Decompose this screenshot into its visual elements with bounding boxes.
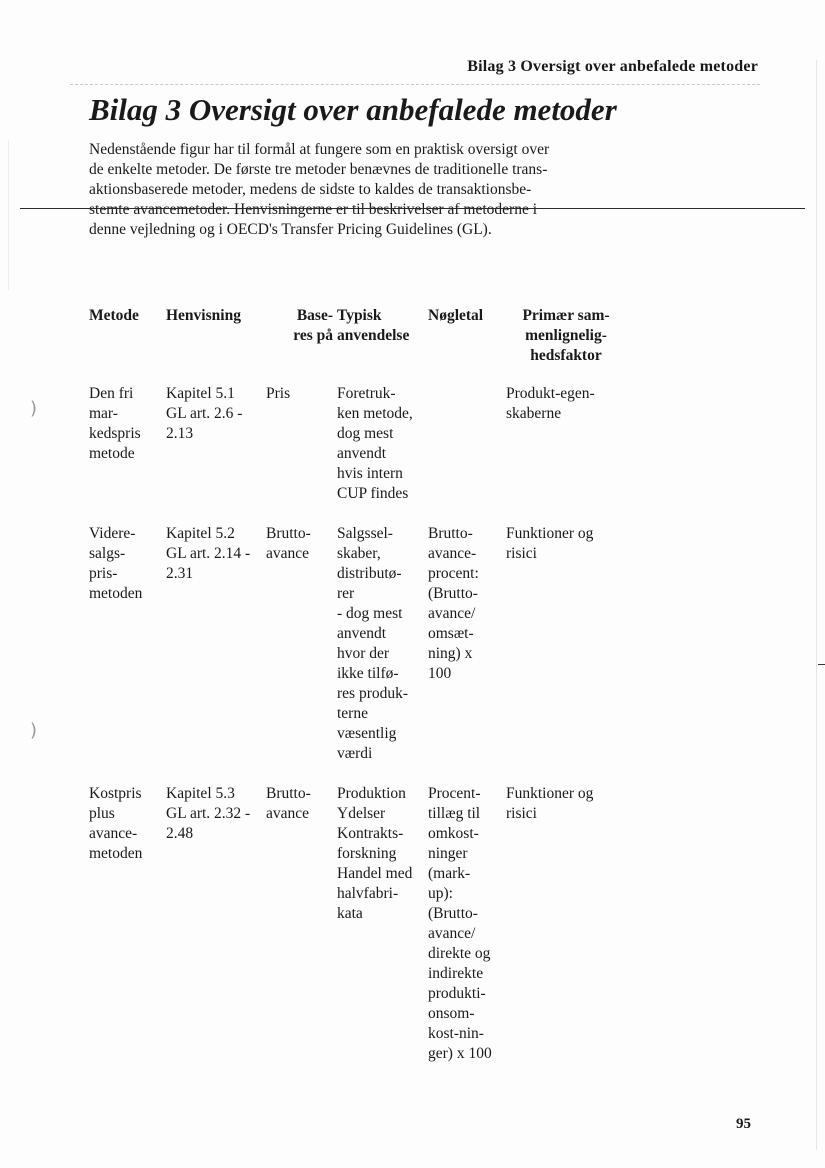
header-noegletal: Nøgletal: [428, 307, 484, 324]
cell-anvendelse: Produktion Ydelser Kontrakts- forskning Handel med halvfabri- kata: [337, 785, 413, 922]
header-metode: Metode: [89, 307, 139, 324]
table-row: [89, 384, 629, 504]
header-baseres: Base- res på: [293, 307, 333, 344]
intro-line: stemte avancemetoder. Henvisningerne er til beskrivelser af metoderne i: [89, 201, 538, 218]
cell-noegletal: Procent- tillæg til omkost- ninger (mark- up): (Brutto- avance/ direkte og indirekte produkti- onsom- kost-nin- ger) x 100: [428, 785, 492, 1062]
punch-hole-mark: ): [30, 398, 38, 419]
cell-henvisning: Kapitel 5.3 GL art. 2.32 - 2.48: [166, 785, 251, 842]
cell-faktor: Produkt-egen- skaberne: [506, 385, 595, 422]
cell-baseres: Brutto- avance: [266, 785, 311, 822]
cell-baseres: Brutto- avance: [266, 525, 311, 562]
cell-metode: Videre- salgs- pris- metoden: [89, 525, 143, 602]
header-anvendelse: Typisk anvendelse: [337, 307, 410, 344]
cell-metode: Den fri mar- kedspris metode: [89, 385, 141, 462]
intro-line: aktionsbaserede metoder, medens de sidste to kaldes de transaktionsbe-: [89, 181, 532, 198]
cell-faktor: Funktioner og risici: [506, 785, 594, 822]
cell-metode: Kostpris plus avance- metoden: [89, 785, 143, 862]
cell-baseres: Pris: [266, 385, 291, 402]
table-row: [89, 524, 629, 764]
cell-henvisning: Kapitel 5.1 GL art. 2.6 - 2.13: [166, 385, 243, 442]
punch-hole-mark: ): [30, 720, 38, 741]
table-header-row: [89, 306, 629, 366]
running-header: Bilag 3 Oversigt over anbefalede metoder: [467, 58, 758, 75]
page-number: 95: [736, 1116, 751, 1132]
intro-line: denne vejledning og i OECD's Transfer Pricing Guidelines (GL).: [89, 221, 492, 238]
strike-through-rule: [20, 208, 805, 209]
margin-tick-mark: [818, 664, 825, 665]
table-row: [89, 784, 629, 1064]
cell-noegletal: Brutto- avance- procent: (Brutto- avance/ omsæt- ning) x 100: [428, 525, 479, 682]
intro-line: Nedenstående figur har til formål at fungere som en praktisk oversigt over: [89, 141, 550, 158]
header-divider: [70, 84, 760, 85]
cell-anvendelse: Foretruk- ken metode, dog mest anvendt hvis intern CUP findes: [337, 385, 413, 502]
intro-line: de enkelte metoder. De første tre metoder benævnes de traditionelle trans-: [89, 161, 548, 178]
scan-edge-line: [8, 140, 9, 290]
methods-table: [89, 306, 629, 1084]
scan-edge-line: [816, 60, 817, 1150]
cell-anvendelse: Salgssel- skaber, distributø- rer - dog mest anvendt hvor der ikke tilfø- res produk- terne væsentlig værdi: [337, 525, 409, 762]
header-henvisning: Henvisning: [166, 307, 241, 324]
page-title: Bilag 3 Oversigt over anbefalede metoder: [89, 92, 617, 127]
cell-henvisning: Kapitel 5.2 GL art. 2.14 - 2.31: [166, 525, 251, 582]
intro-paragraph: [89, 140, 589, 240]
header-faktor: Primær sam- menlignelig- hedsfaktor: [522, 307, 610, 364]
cell-faktor: Funktioner og risici: [506, 525, 594, 562]
